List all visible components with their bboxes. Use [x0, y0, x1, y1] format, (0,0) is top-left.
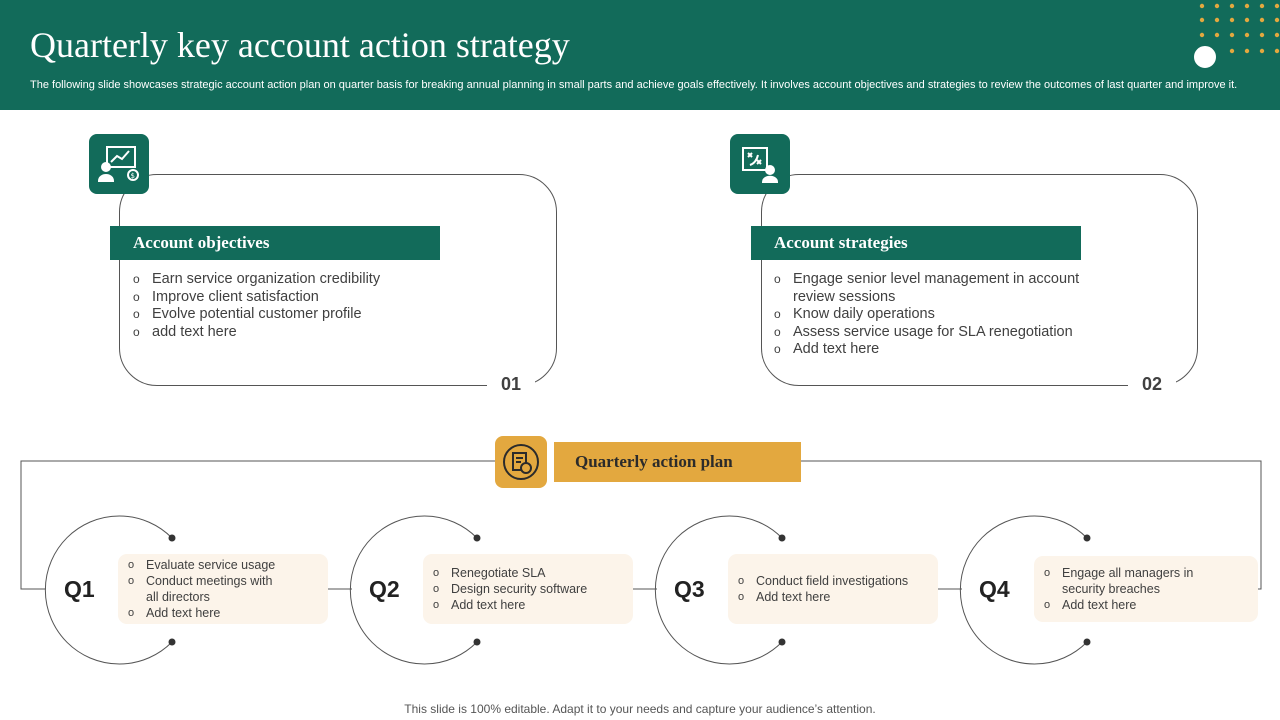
list-item: o Add text here	[1044, 597, 1219, 613]
page-subtitle: The following slide showcases strategic account action plan on quarter basis for breaking annual planning in small parts and achieve goals effectively. It involves account objectives and strategies to review the outcomes of last quarter and improve it.	[30, 79, 1238, 91]
list-item: o Add text here	[433, 597, 623, 613]
plan-heading: Quarterly action plan	[554, 442, 801, 482]
quarter-card-q3	[728, 554, 938, 624]
list-item: o add text here	[133, 324, 513, 342]
list-item: o Design security software	[433, 581, 623, 597]
quarter-card-q2	[423, 554, 633, 624]
list-item: o Conduct meetings with all directors	[128, 573, 278, 605]
strategies-heading: Account strategies	[751, 226, 1081, 260]
quarter-card-q4	[1034, 556, 1258, 622]
quarter-label-q1: Q1	[64, 576, 95, 602]
list-item: o Improve client satisfaction	[133, 289, 513, 307]
list-item: o Add text here	[738, 589, 933, 605]
cycle-document-dollar-icon	[495, 436, 547, 488]
list-item: o Renegotiate SLA	[433, 565, 623, 581]
page-title: Quarterly key account action strategy	[30, 25, 570, 65]
list-item: o Evolve potential customer profile	[133, 306, 513, 324]
objectives-heading: Account objectives	[110, 226, 440, 260]
list-item: o Evaluate service usage	[128, 557, 278, 573]
section-number-02: 02	[1128, 374, 1176, 395]
list-item: o Assess service usage for SLA renegotiation	[774, 324, 1104, 342]
list-item: o Add text here	[774, 341, 1104, 359]
svg-text:$: $	[130, 172, 135, 180]
quarter-label-q4: Q4	[979, 576, 1010, 602]
list-item: o Engage all managers in security breaches	[1044, 565, 1219, 597]
quarter-card-q1	[118, 554, 328, 624]
list-item: o Know daily operations	[774, 306, 1104, 324]
footer-note: This slide is 100% editable. Adapt it to your needs and capture your audience’s attention.	[404, 702, 876, 716]
quarter-label-q2: Q2	[369, 576, 400, 602]
list-item: o Conduct field investigations	[738, 573, 933, 589]
list-item: o Engage senior level management in account review sessions	[774, 271, 1104, 306]
list-item: o Earn service organization credibility	[133, 271, 513, 289]
list-item: o Add text here	[128, 605, 278, 621]
quarter-label-q3: Q3	[674, 576, 705, 602]
section-number-01: 01	[487, 374, 535, 395]
